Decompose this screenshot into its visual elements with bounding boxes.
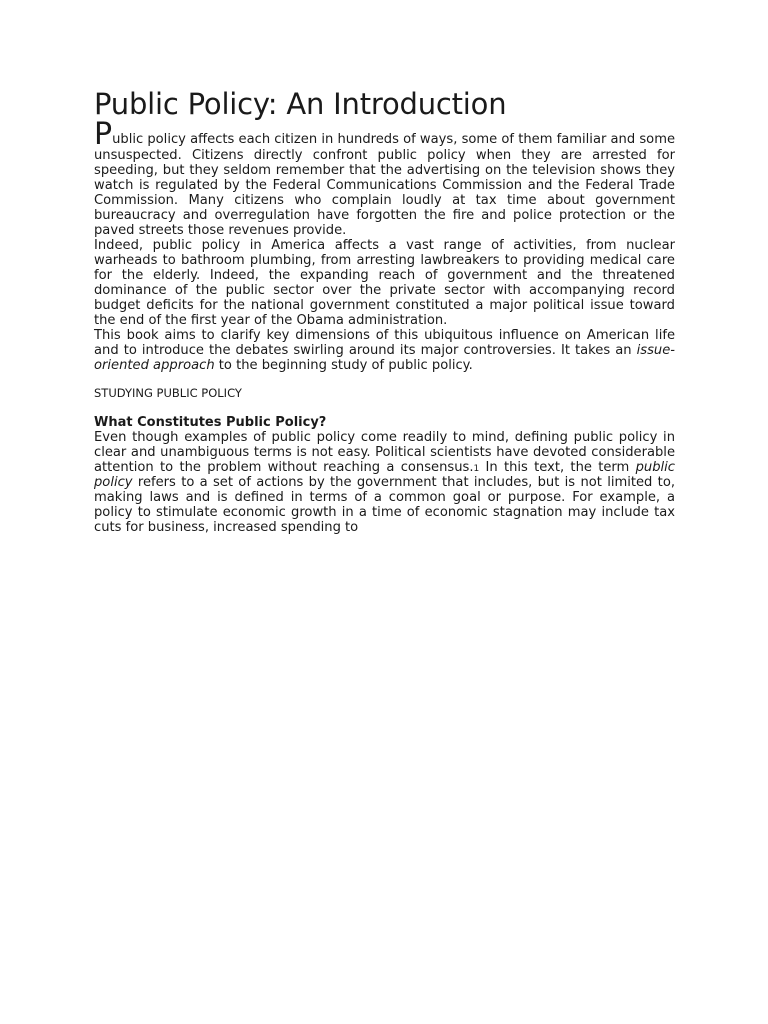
paragraph-definition-text: Even though examples of public policy come readily to mind, defining public policy in clear and unambiguous terms is not easy. Political scientists have devoted considerable attention to the problem without reaching a consensus. [94, 430, 675, 475]
footnote-marker[interactable]: 1 [473, 464, 480, 474]
section-heading: STUDYING PUBLIC POLICY [94, 386, 242, 400]
paragraph-intro [94, 117, 675, 238]
emphasis-public-policy: public policy [94, 460, 675, 490]
emphasis-issue-oriented: issue-oriented approach [94, 343, 675, 373]
paragraph-scope: Indeed, public policy in America affects a vast range of activities, from nuclear warheads to bathroom plumbing, from arresting lawbreakers to providing medical care for the elderly. Indeed, the expanding reach of government and the threatened dominance of the public sector over the private sector with accompanying record budget deficits for the national government constituted a major political issue toward the end of the first year of the Obama administration. [94, 238, 675, 328]
document-title: Public Policy: An Introduction [94, 87, 507, 121]
document-page [94, 86, 675, 535]
paragraph-intro-text: ublic policy affects each citizen in hundreds of ways, some of them familiar and some unsuspected. Citizens directly confront public policy when they are arrested for speeding, but they seldom remember that the advertising on the television shows they watch is regulated by the Federal Communications Commission and the Federal Trade Commission. Many citizens who complain loudly at tax time about government bureaucracy and overregulation have forgotten the fire and police protection or the paved streets those revenues provide. [94, 132, 675, 238]
paragraph-definition-end: refers to a set of actions by the government that includes, but is not limited to, making laws and is defined in terms of a common goal or purpose. For example, a policy to stimulate economic growth in a time of economic stagnation may include tax cuts for business, increased spending to [94, 475, 675, 535]
subheading: What Constitutes Public Policy? [94, 415, 327, 430]
paragraph-aims [94, 328, 675, 373]
paragraph-definition [94, 430, 675, 535]
paragraph-aims-end: to the beginning study of public policy. [214, 358, 473, 373]
paragraph-aims-text: This book aims to clarify key dimensions of this ubiquitous influence on American life and to introduce the debates swirling around its major controversies. It takes an [94, 328, 675, 358]
paragraph-definition-middle: In this text, the term [479, 460, 636, 475]
drop-cap: P [94, 117, 113, 152]
